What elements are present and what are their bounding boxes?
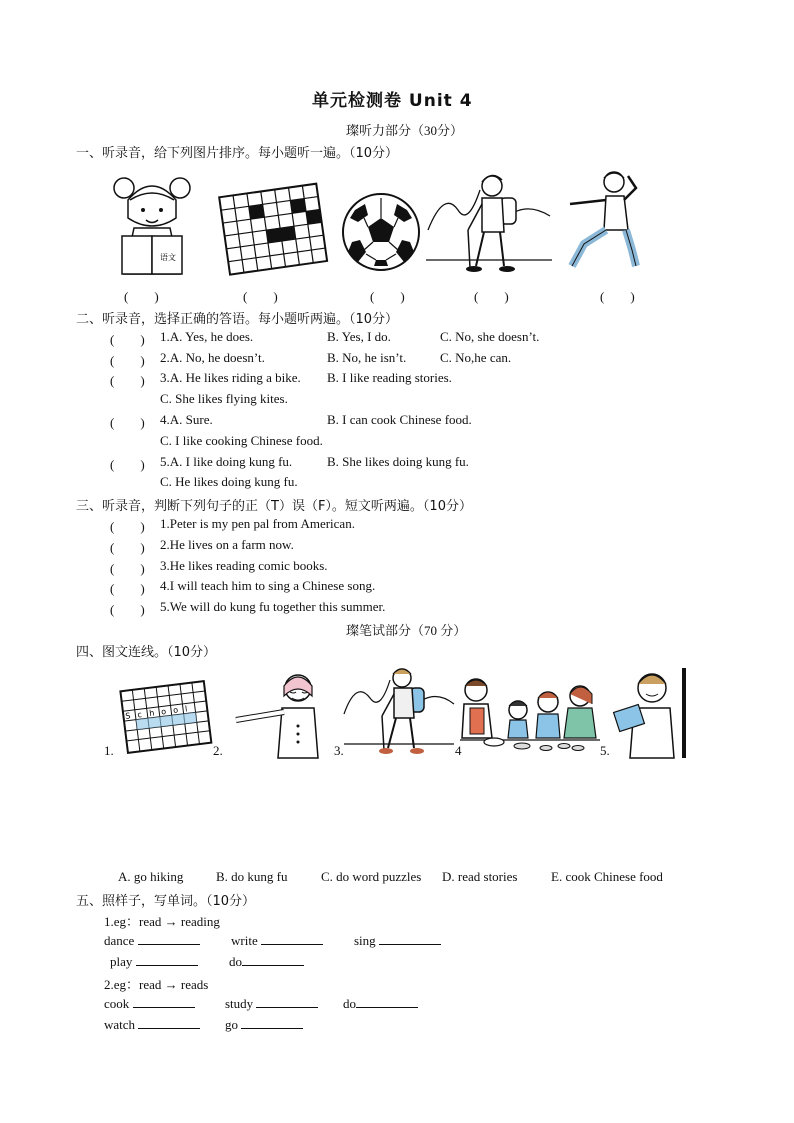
answer-blank[interactable] [138,932,200,945]
answer-blank[interactable] [136,953,198,966]
option-a: 5.A. I like doing kung fu. [160,454,293,469]
word-label: go [225,1017,238,1032]
puzzle-letter: o [160,706,167,717]
example-2: 2.eg：read → reads [104,977,209,992]
statement: 2.He lives on a farm now. [160,537,294,552]
family-cooking-picture [460,672,600,758]
word-cook [104,995,195,1012]
option-a: 3.A. He likes riding a bike. [160,370,301,385]
word-label: watch [104,1017,136,1032]
answer-paren[interactable]: ( ) [110,415,145,430]
word-label: study [225,996,254,1011]
word-label: play [110,954,133,969]
answer-paren[interactable]: ( ) [110,602,145,617]
match-number-5: 5. [600,743,610,758]
answer-blank[interactable] [133,995,195,1008]
word-play [110,953,198,970]
match-number-4: 4 [455,743,462,758]
match-number-2: 2. [213,743,223,758]
option-c: C. He likes doing kung fu. [160,474,298,489]
match-option-a: A. go hiking [118,869,184,884]
statement: 5.We will do kung fu together this summer. [160,599,386,614]
book-cover-label: 语文 [160,253,176,262]
kung-fu-boy-picture [566,170,650,276]
section1-heading: 一、听录音，给下列图片排序。每小题听一遍。（10分） [76,146,399,161]
word-label: write [231,933,258,948]
writing-header: 璨笔试部分（70 分） [346,623,467,638]
section5-heading: 五、照样子，写单词。（10分） [76,894,256,909]
page-title: 单元检测卷 Unit 4 [312,91,473,111]
puzzle-letter: h [148,708,155,718]
word-label: sing [354,933,376,948]
statement: 4.I will teach him to sing a Chinese song. [160,578,376,593]
option-a: 1.A. Yes, he does. [160,329,254,344]
match-option-b: B. do kung fu [216,869,288,884]
word-watch [104,1016,200,1033]
option-b: B. Yes, I do. [327,329,391,344]
girl-pointing-picture [228,668,328,760]
statement: 3.He likes reading comic books. [160,558,328,573]
answer-blank[interactable] [379,932,441,945]
answer-blank[interactable] [138,1016,200,1029]
answer-paren[interactable]: ( ) [110,561,145,576]
hiking-boy-picture [424,170,554,276]
answer-paren[interactable]: ( ) [110,353,145,368]
answer-blank[interactable] [261,932,323,945]
match-number-3: 3. [334,743,344,758]
answer-paren-2[interactable]: ( ) [243,289,278,304]
answer-paren[interactable]: ( ) [110,373,145,388]
answer-paren[interactable]: ( ) [110,332,145,347]
section2-heading: 二、听录音，选择正确的答语。每小题听两遍。（10分） [76,312,399,327]
word-puzzle-picture [218,180,330,276]
word-label: dance [104,933,135,948]
boy-reading-picture [612,668,686,760]
option-b: B. I can cook Chinese food. [327,412,472,427]
answer-paren[interactable]: ( ) [110,457,145,472]
word-sing [354,932,441,949]
match-option-c: C. do word puzzles [321,869,422,884]
statement: 1.Peter is my pen pal from American. [160,516,355,531]
word-write [231,932,323,949]
answer-paren-5[interactable]: ( ) [600,289,635,304]
answer-paren[interactable]: ( ) [110,581,145,596]
option-b: B. No, he isn’t. [327,350,407,365]
answer-blank[interactable] [356,995,418,1008]
option-a: 2.A. No, he doesn’t. [160,350,265,365]
answer-paren[interactable]: ( ) [110,540,145,555]
listening-header: 璨听力部分（30分） [346,123,464,138]
puzzle-letter: c [136,709,143,720]
word-go [225,1016,303,1033]
answer-paren[interactable]: ( ) [110,519,145,534]
answer-blank[interactable] [241,1016,303,1029]
example-1: 1.eg：read → reading [104,914,220,929]
match-number-1: 1. [104,743,114,758]
word-label: do [229,954,242,969]
word-label: cook [104,996,130,1011]
option-c: C. No, she doesn’t. [440,329,540,344]
option-b: B. I like reading stories. [327,370,452,385]
option-c: C. No,he can. [440,350,512,365]
puzzle-letter: l [184,704,188,714]
word-do [229,953,304,970]
girl-reading-picture [112,170,192,276]
option-c: C. She likes flying kites. [160,391,288,406]
answer-paren-4[interactable]: ( ) [474,289,509,304]
word-puzzle-picture-2 [118,680,214,756]
puzzle-letter: S [124,711,132,721]
option-a: 4.A. Sure. [160,412,213,427]
hiking-boy-picture-2 [342,664,456,758]
puzzle-letter: o [172,705,179,716]
word-dance [104,932,200,949]
word-study [225,995,318,1012]
answer-paren-3[interactable]: ( ) [370,289,405,304]
match-option-e: E. cook Chinese food [551,869,663,884]
answer-paren-1[interactable]: ( ) [124,289,159,304]
word-label: do [343,996,356,1011]
answer-blank[interactable] [242,953,304,966]
section4-heading: 四、图文连线。（10分） [76,645,217,660]
word-do-2 [343,995,418,1012]
option-b: B. She likes doing kung fu. [327,454,469,469]
match-option-d: D. read stories [442,869,518,884]
answer-blank[interactable] [256,995,318,1008]
section3-heading: 三、听录音，判断下列句子的正（T）误（F）。短文听两遍。（10分） [76,499,472,514]
option-c: C. I like cooking Chinese food. [160,433,323,448]
soccer-ball-picture [340,190,422,274]
